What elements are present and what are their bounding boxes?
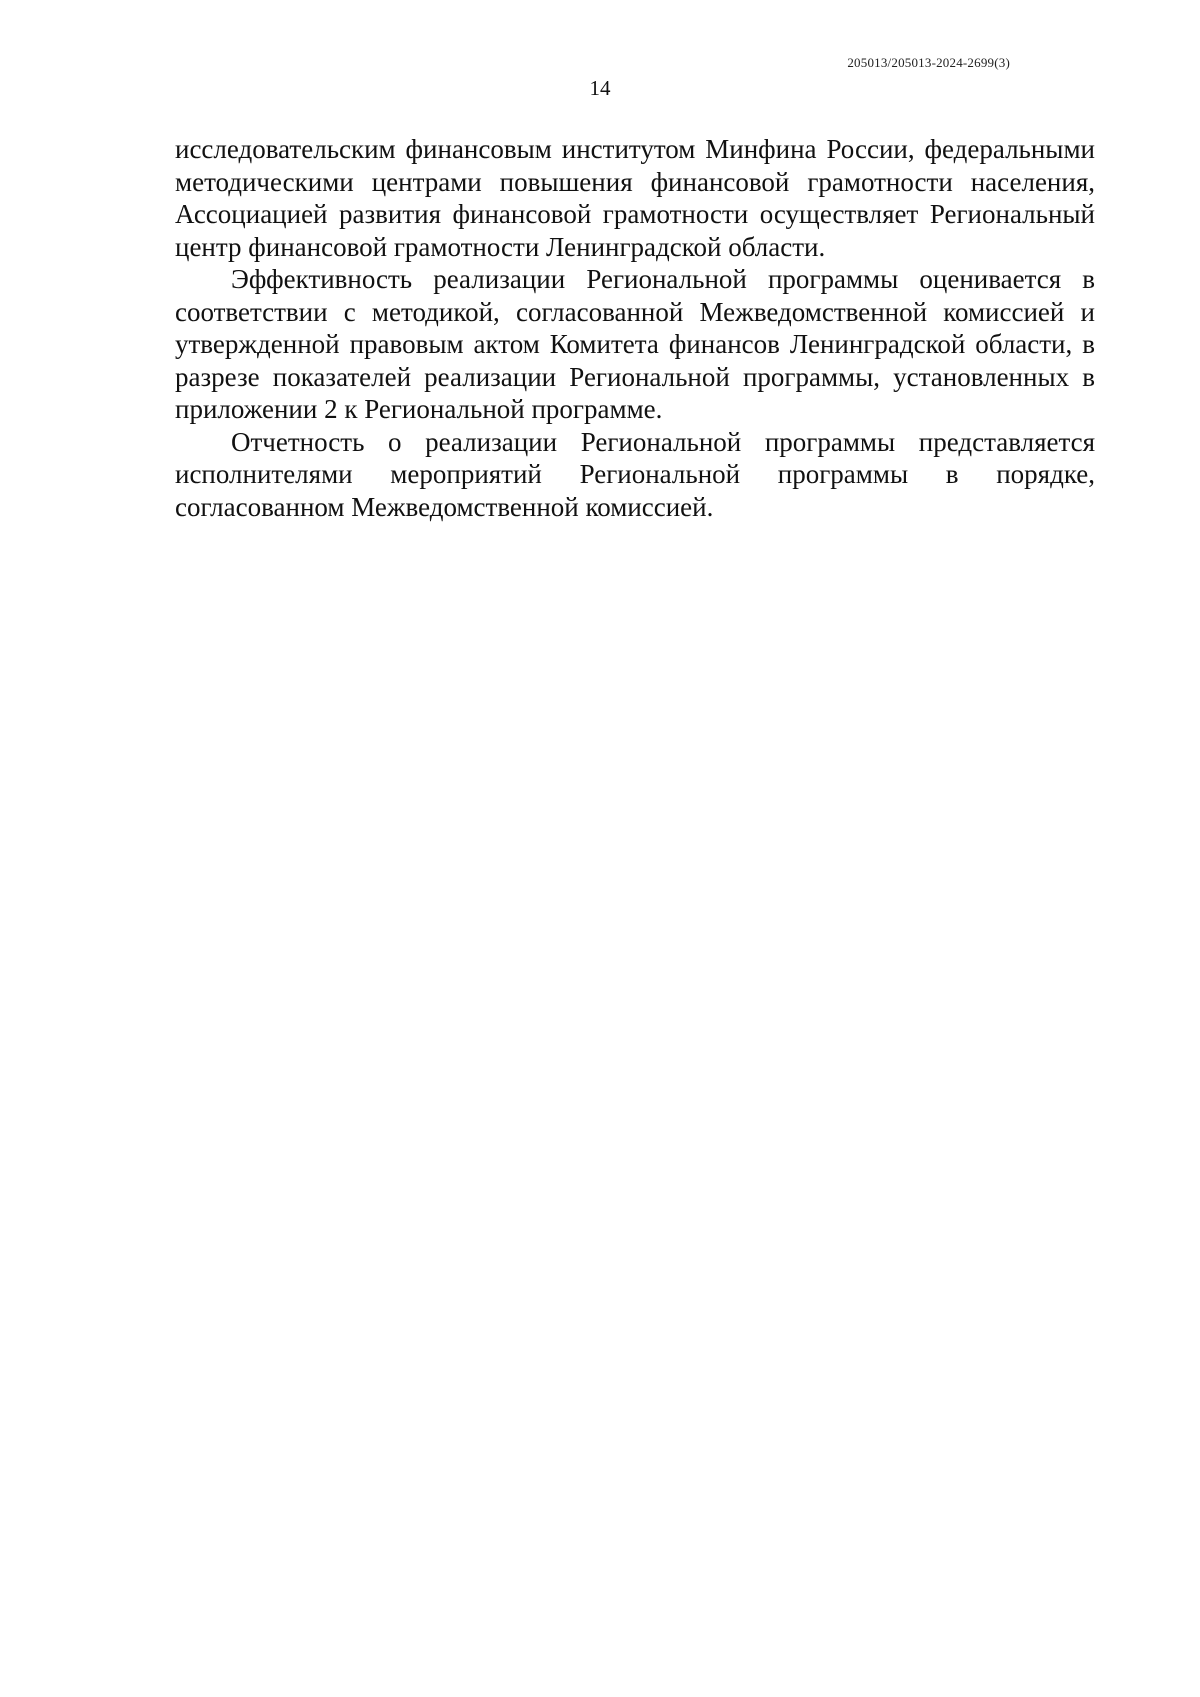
paragraph-continuation: исследовательским финансовым институтом Минфина России, федеральными методическими центрами повышения финансовой грамотности населения, Ассоциацией развития финансовой грамотности осуществляет Региональный центр финансовой грамотности Ленинградской области. bbox=[175, 134, 1095, 262]
document-registration-number: 205013/205013-2024-2699(3) bbox=[847, 55, 1010, 70]
document-body bbox=[175, 133, 1095, 523]
page-number: 14 bbox=[589, 76, 611, 100]
paragraph-reporting: Отчетность о реализации Региональной программы представляется исполнителями мероприятий Региональной программы в порядке, согласованном Межведомственной комиссией. bbox=[175, 426, 1095, 522]
paragraph-effectiveness: Эффективность реализации Региональной программы оценивается в соответствии с методикой, согласованной Межведомственной комиссией и утвержденной правовым актом Комитета финансов Ленинградской области, в разрезе показателей реализации Региональной программы, установленных в приложении 2 к Региональной программе. bbox=[175, 264, 1095, 424]
